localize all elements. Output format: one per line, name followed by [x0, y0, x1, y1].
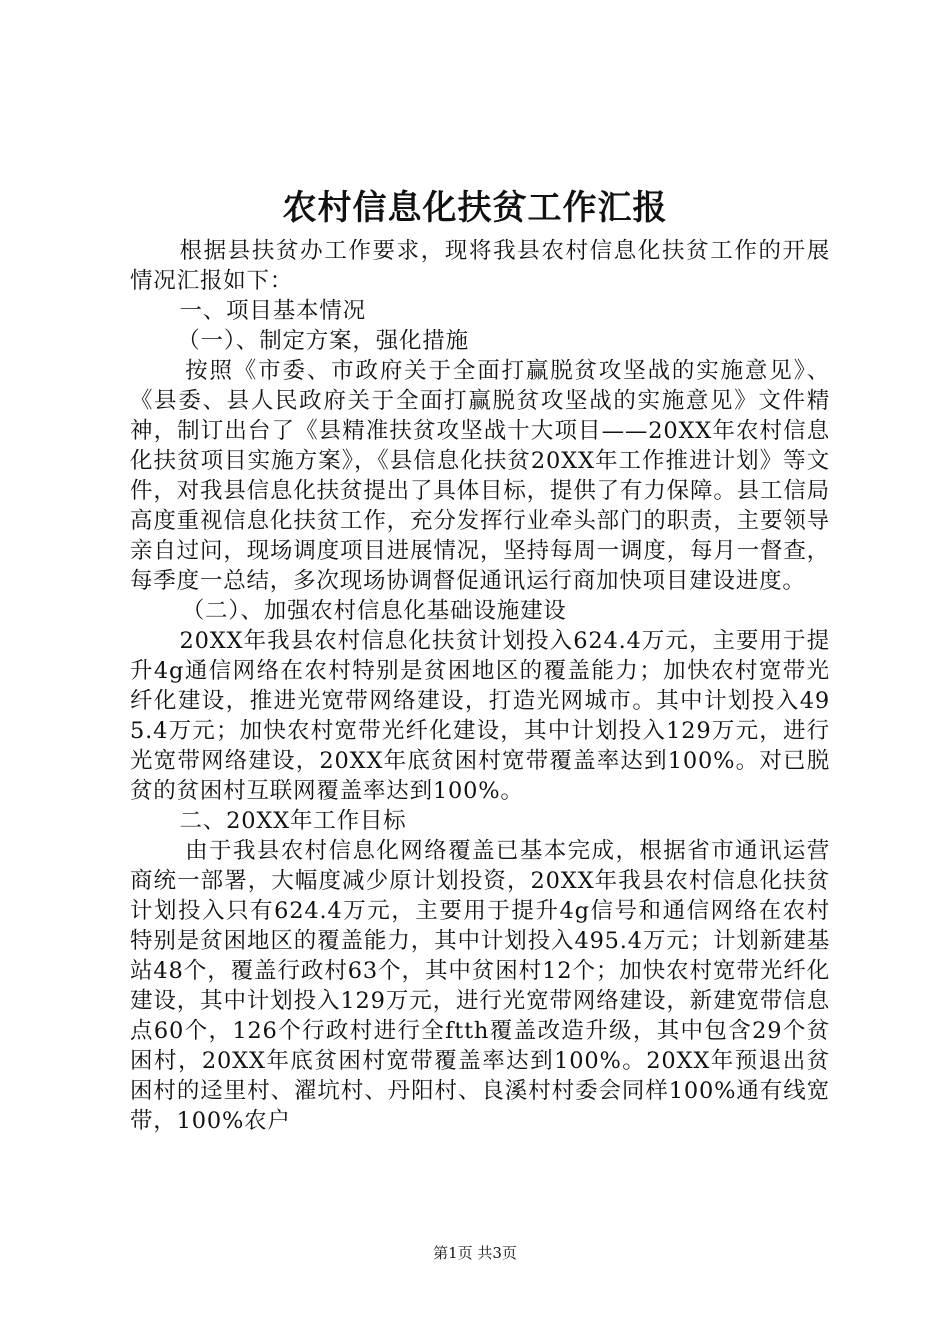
document-body — [130, 236, 830, 1136]
subsection-heading-1: （一）、制定方案，强化措施 — [177, 328, 469, 354]
section-heading-2: 二、20XX年工作目标 — [179, 808, 407, 834]
document-title: 农村信息化扶贫工作汇报 — [282, 188, 668, 228]
body-paragraph-2: 20XX年我县农村信息化扶贫计划投入624.4万元，主要用于提升4g通信网络在农村特别是贫困地区的覆盖能力；加快农村宽带光纤化建设，推进光宽带网络建设，打造光网城市。其中计划投入495.4万元；加快农村宽带光纤化建设，其中计划投入129万元，进行光宽带网络建设，20XX年底贫困村宽带覆盖率达到100%。对已脱贫的贫困村互联网覆盖率达到100%。 — [130, 628, 830, 804]
body-paragraph-1: 按照《市委、市政府关于全面打赢脱贫攻坚战的实施意见》、《县委、县人民政府关于全面打赢脱贫攻坚战的实施意见》文件精神，制订出台了《县精准扶贫攻坚战十大项目——20XX年农村信息化扶贫项目实施方案》，《县信息化扶贫20XX年工作推进计划》等文件，对我县信息化扶贫提出了具体目标，提供了有力保障。县工信局高度重视信息化扶贫工作，充分发挥行业牵头部门的职责，主要领导亲自过问，现场调度项目进展情况，坚持每周一调度，每月一督查，每季度一总结，多次现场协调督促通讯运行商加快项目建设进度。 — [130, 358, 830, 594]
subsection-heading-2: （二）、加强农村信息化基础设施建设 — [181, 598, 567, 624]
body-paragraph-3: 由于我县农村信息化网络覆盖已基本完成，根据省市通讯运营商统一部署，大幅度减少原计划投资，20XX年我县农村信息化扶贫计划投入只有624.4万元，主要用于提升4g信号和通信网络在农村特别是贫困地区的覆盖能力，其中计划投入495.4万元；计划新建基站48个，覆盖行政村63个，其中贫困村12个；加快农村宽带光纤化建设，其中计划投入129万元，进行光宽带网络建设，新建宽带信息点60个，126个行政村进行全ftth覆盖改造升级，其中包含29个贫困村，20XX年底贫困村宽带覆盖率达到100%。20XX年预退出贫困村的迳里村、濯坑村、丹阳村、良溪村村委会同样100%通有线宽带，100%农户 — [130, 838, 830, 1134]
intro-paragraph: 根据县扶贫办工作要求，现将我县农村信息化扶贫工作的开展情况汇报如下： — [130, 238, 830, 294]
section-heading-1: 一、项目基本情况 — [179, 298, 366, 324]
page-number-footer: 第1页 共3页 — [433, 1244, 517, 1262]
